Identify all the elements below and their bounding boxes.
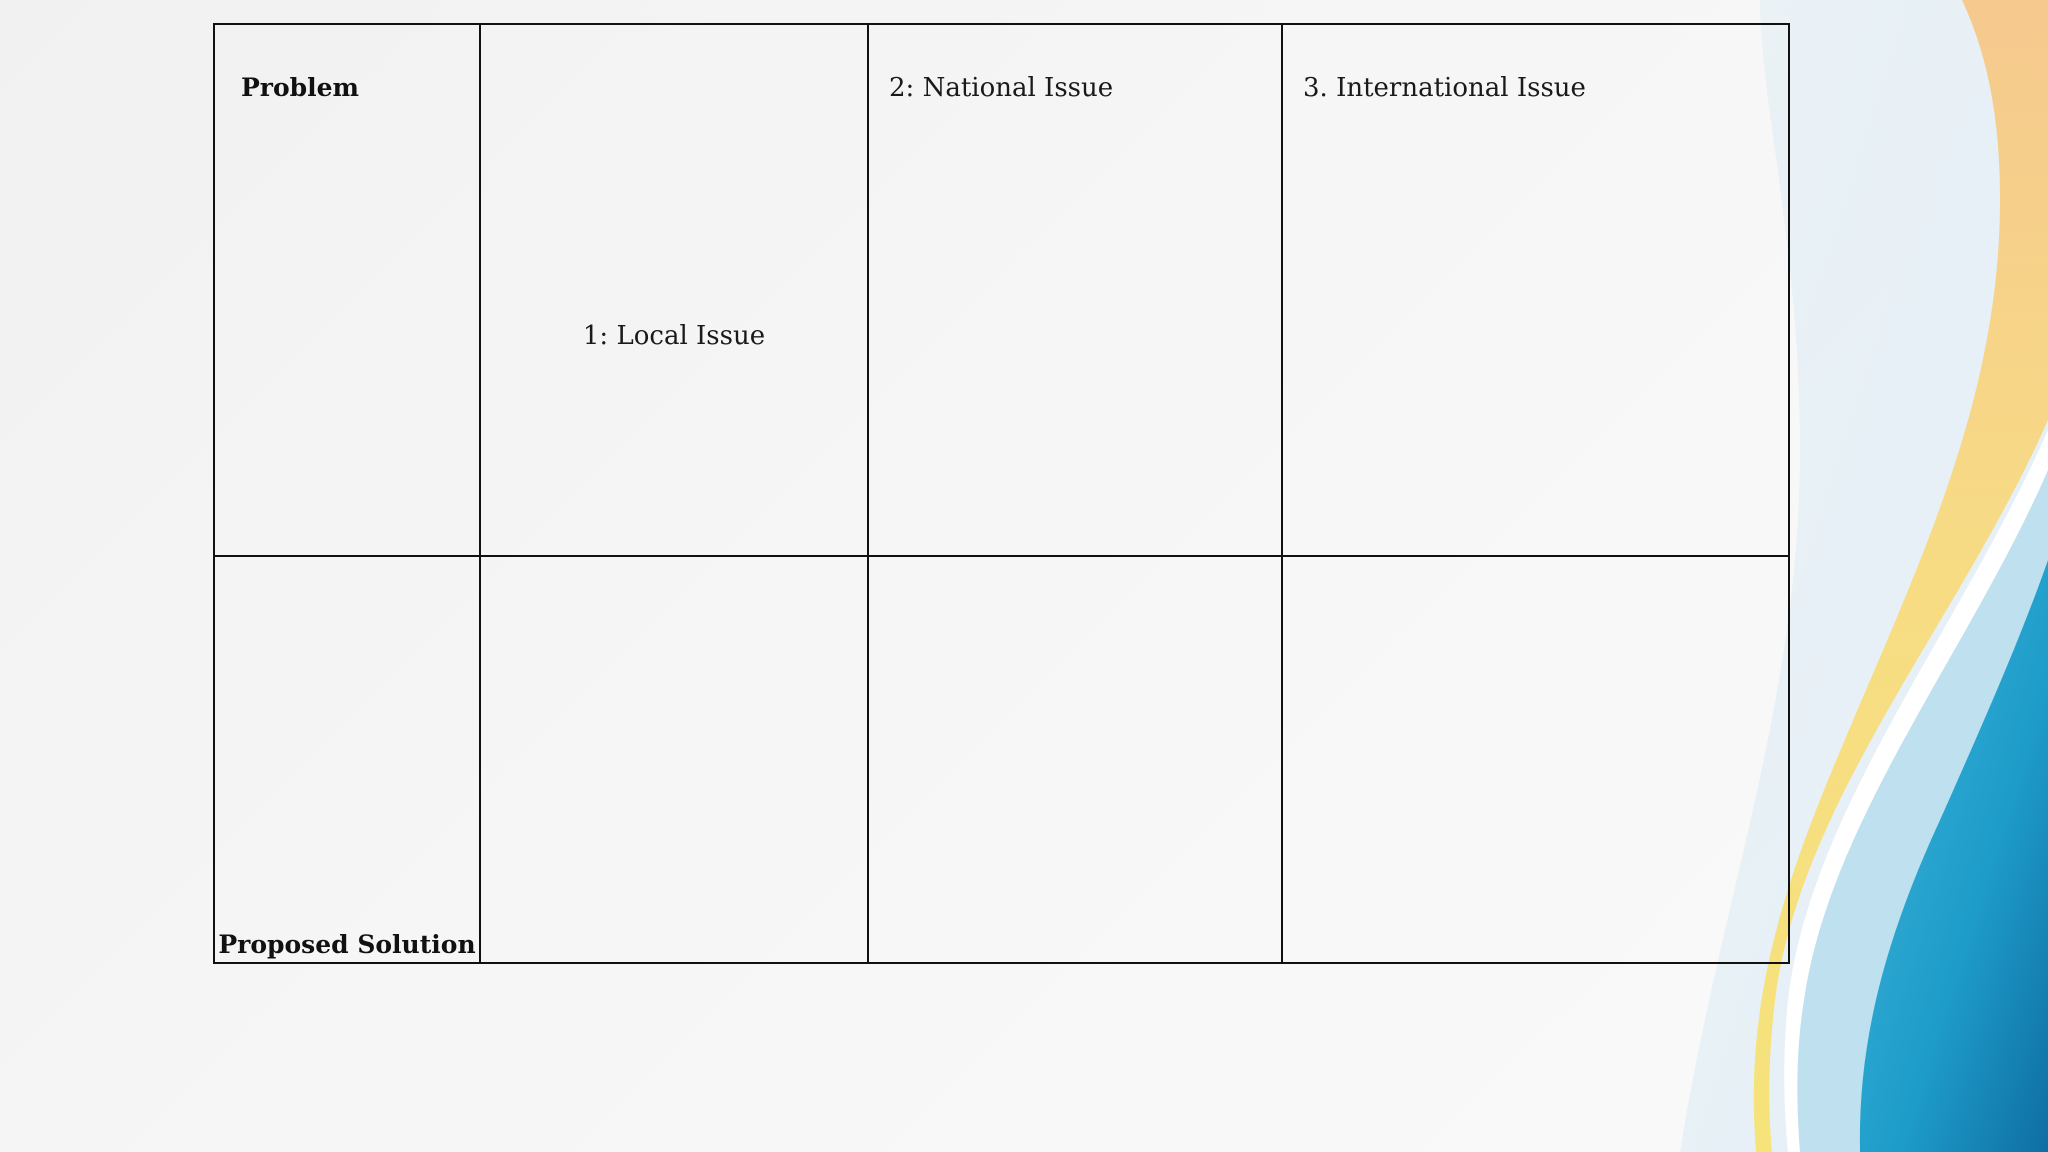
solution-row [214,556,1789,963]
international-issue-cell[interactable] [1282,24,1789,556]
local-issue-cell[interactable] [480,24,868,556]
national-solution-cell[interactable] [868,556,1282,963]
national-issue-header: 2: National Issue [889,73,1114,103]
solution-label-cell [214,556,480,963]
problem-label: Problem [241,73,359,102]
proposed-solution-label: Proposed Solution [218,930,476,959]
problem-label-cell [214,24,480,556]
international-issue-header: 3. International Issue [1303,73,1586,103]
local-issue-header: 1: Local Issue [582,321,766,351]
local-solution-cell[interactable] [480,556,868,963]
international-solution-cell[interactable] [1282,556,1789,963]
problem-solution-table [213,23,1790,964]
problem-row [214,24,1789,556]
national-issue-cell[interactable] [868,24,1282,556]
